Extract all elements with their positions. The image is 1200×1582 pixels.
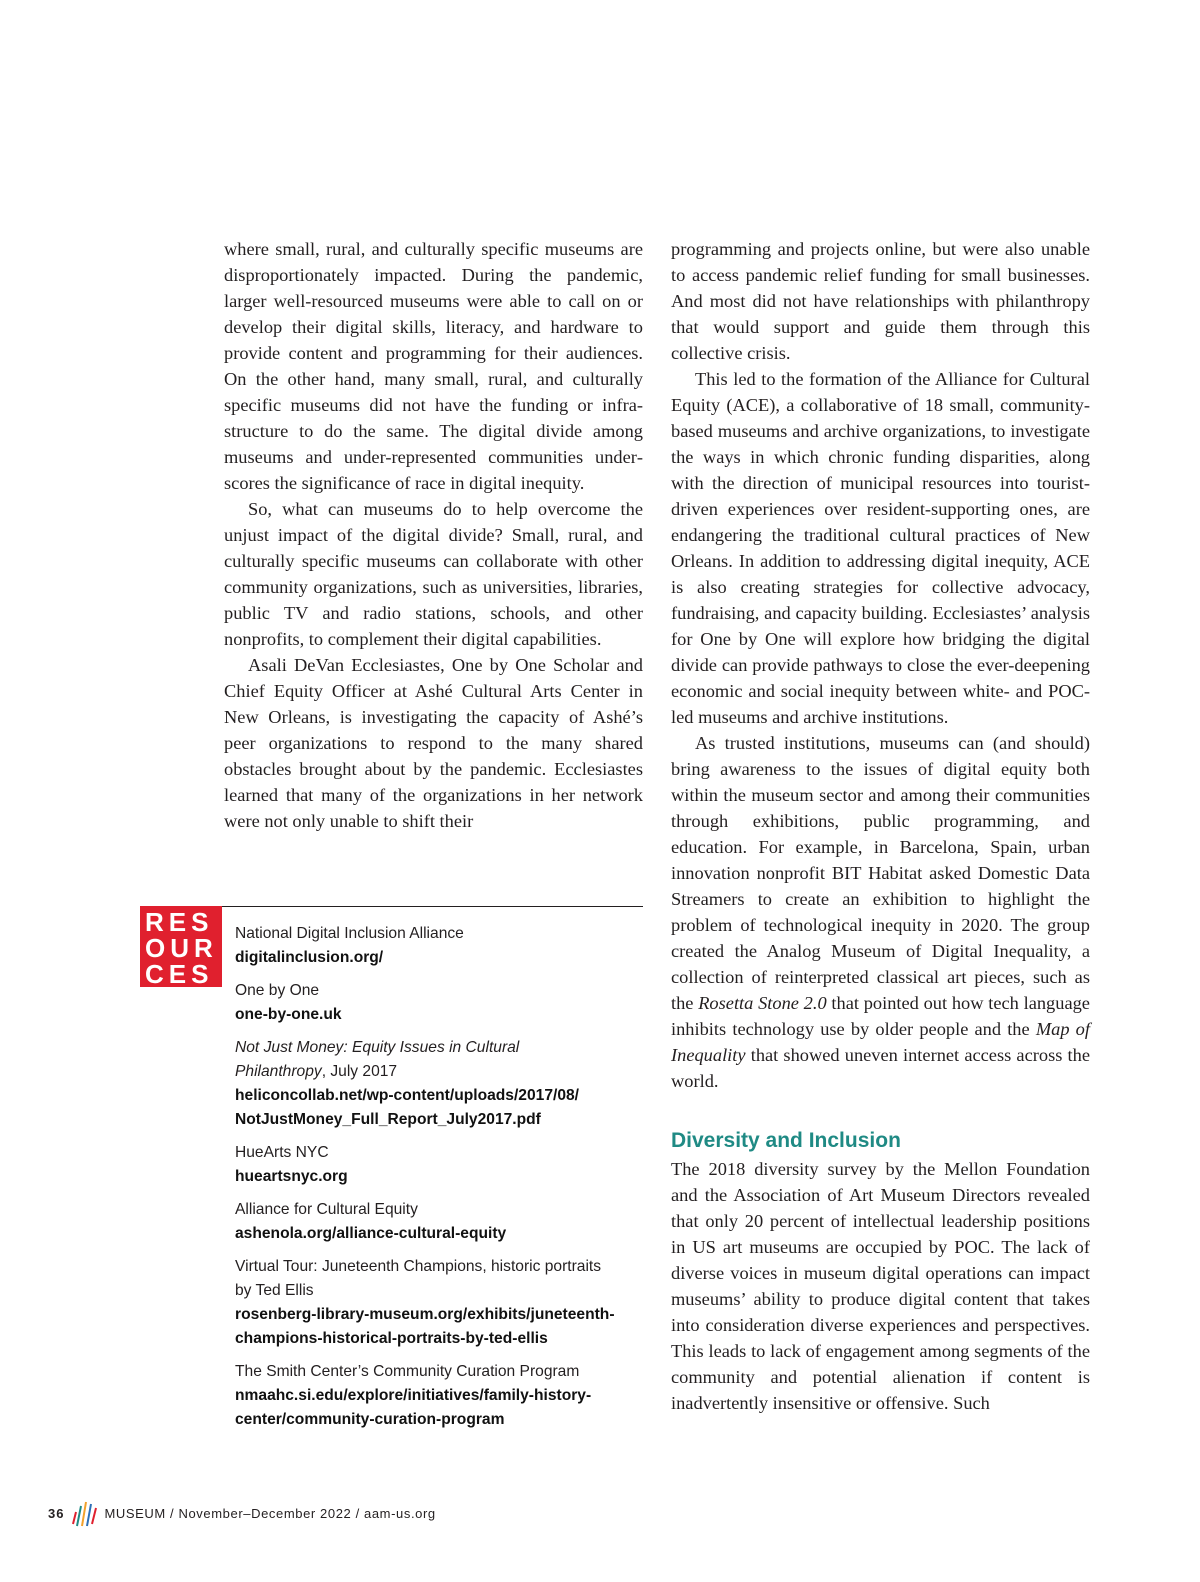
badge-row: CES	[145, 959, 214, 989]
resource-title: Virtual Tour: Juneteenth Champions, historic portraits	[235, 1258, 602, 1275]
text-run: As trusted institutions, museums can (and should) bring awareness to the issues of digital equity both within the museum sector and among their communities through exhibitions, public programming, and education. For example, in Barcelona, Spain, urban innovation nonprofit BIT Habitat asked Domestic Data Streamers to create an exhibition to highlight the problem of technological inequity in 2020. The group created the Analog Museum of Digital Inequality, a collection of reinterpreted classical art pieces, such as the	[671, 733, 1090, 1013]
text-run: that pointed out how tech language inhibits technology use by older people and the	[671, 993, 1090, 1039]
resource-link[interactable]: ashenola.org/alliance-cultural-equity	[235, 1225, 507, 1242]
body-paragraph: where small, rural, and culturally specific museums are disproportionately impacted. During the pandemic, larger well-resourced museums were able to call on or develop their digital skills, literacy, and hardware to provide content and programming for their audiences. On the other hand, many small, rural, and culturally specific museums did not have the funding or infrastructure to do the same. The digital divide among museums and under-represented communities underscores the significance of race in digital inequity.	[224, 239, 643, 493]
section-heading: Diversity and Inclusion	[671, 1129, 901, 1152]
resource-item	[235, 1198, 655, 1246]
resource-title	[235, 1036, 655, 1060]
resource-link[interactable]: center/community-curation-program	[235, 1411, 505, 1428]
resource-title: by Ted Ellis	[235, 1282, 314, 1299]
resource-title: National Digital Inclusion Alliance	[235, 925, 464, 942]
resources-badge	[140, 906, 222, 987]
right-column	[671, 236, 1090, 1416]
resource-link[interactable]: heliconcollab.net/wp-content/uploads/2017/08/	[235, 1087, 579, 1104]
resource-link[interactable]: NotJustMoney_Full_Report_July2017.pdf	[235, 1111, 541, 1128]
resources-divider	[222, 906, 643, 907]
report-title: Philanthropy	[235, 1063, 322, 1080]
resource-link[interactable]: nmaahc.si.edu/explore/initiatives/family-history-	[235, 1387, 592, 1404]
resource-link[interactable]: digitalinclusion.org/	[235, 949, 384, 966]
badge-row: RES	[145, 907, 214, 937]
page-number: 36	[48, 1505, 65, 1521]
artwork-title: Rosetta Stone 2.0	[698, 993, 827, 1013]
body-paragraph	[671, 730, 1090, 1094]
resources-list	[235, 922, 655, 1441]
resource-item	[235, 1036, 655, 1132]
resource-item	[235, 1141, 655, 1189]
resource-title: One by One	[235, 982, 320, 999]
resource-item	[235, 1255, 655, 1351]
page-footer	[48, 1498, 436, 1528]
footer-text: MUSEUM / November–December 2022 / aam-us.org	[104, 1505, 436, 1521]
resource-item	[235, 979, 655, 1027]
resource-link[interactable]: one-by-one.uk	[235, 1006, 342, 1023]
body-paragraph: The 2018 diversity survey by the Mellon Foundation and the Association of Art Museum Directors revealed that only 20 percent of intellectual leadership positions in US art museums are occupied by POC. The lack of diverse voices in museum digital operations can impact museums’ ability to produce digital content that takes into consideration diverse experiences and perspectives. This leads to lack of engagement among segments of the community and potential alienation if content is inadvertently insensitive or offensive. Such	[671, 1159, 1090, 1413]
resource-link[interactable]: hueartsnyc.org	[235, 1168, 348, 1185]
body-paragraph: So, what can museums do to help overcome the unjust impact of the digital divide? Small, rural, and culturally specific museums can collaborate with other community organizations, such as universities, libraries, public TV and radio stations, schools, and other nonprofits, to complement their digital capabilities.	[224, 499, 643, 649]
resource-title: Alliance for Cultural Equity	[235, 1201, 418, 1218]
text-run: that showed uneven internet access across the world.	[671, 1045, 1090, 1091]
body-paragraph: This led to the formation of the Alliance for Cultural Equity (ACE), a collaborative of 18 small, community-based museums and archive organizations, to investigate the ways in which chronic funding disparities, along with the direction of municipal resources into tourist-driven experiences over resident-supporting ones, are endangering the traditional cultural practices of New Orleans. In addition to addressing digital inequity, ACE is also creating strategies for collective advocacy, fundraising, and capacity building. Ecclesiastes’ analysis for One by One will explore how bridging the digital divide can provide pathways to close the ever-deepening economic and social inequity between white- and POC-led museums and archive institutions.	[671, 369, 1090, 727]
badge-row: OUR	[145, 933, 218, 963]
resource-item	[235, 1360, 655, 1432]
museum-logo-icon	[72, 1498, 98, 1528]
report-date: , July 2017	[321, 1063, 398, 1080]
left-column	[224, 236, 643, 834]
resource-link[interactable]: champions-historical-portraits-by-ted-ellis	[235, 1330, 548, 1347]
resource-link[interactable]: rosenberg-library-museum.org/exhibits/juneteenth-	[235, 1306, 615, 1323]
body-paragraph: programming and projects online, but were also unable to access pandemic relief funding for small businesses. And most did not have relationships with philanthropy that would support and guide them through this collective crisis.	[671, 239, 1090, 363]
report-title: Not Just Money: Equity Issues in Cultural	[235, 1039, 520, 1056]
body-paragraph: Asali DeVan Ecclesiastes, One by One Scholar and Chief Equity Officer at Ashé Cultural Arts Center in New Orleans, is investigating the capacity of Ashé’s peer organizations to respond to the many shared obstacles brought about by the pandemic. Ecclesiastes learned that many of the organizations in her network were not only unable to shift their	[224, 655, 643, 831]
resource-item	[235, 922, 655, 970]
resource-title: HueArts NYC	[235, 1144, 329, 1161]
resource-title	[235, 1060, 655, 1084]
resource-title: The Smith Center’s Community Curation Program	[235, 1363, 580, 1380]
artwork-title: Map of Inequality	[671, 1019, 1090, 1065]
